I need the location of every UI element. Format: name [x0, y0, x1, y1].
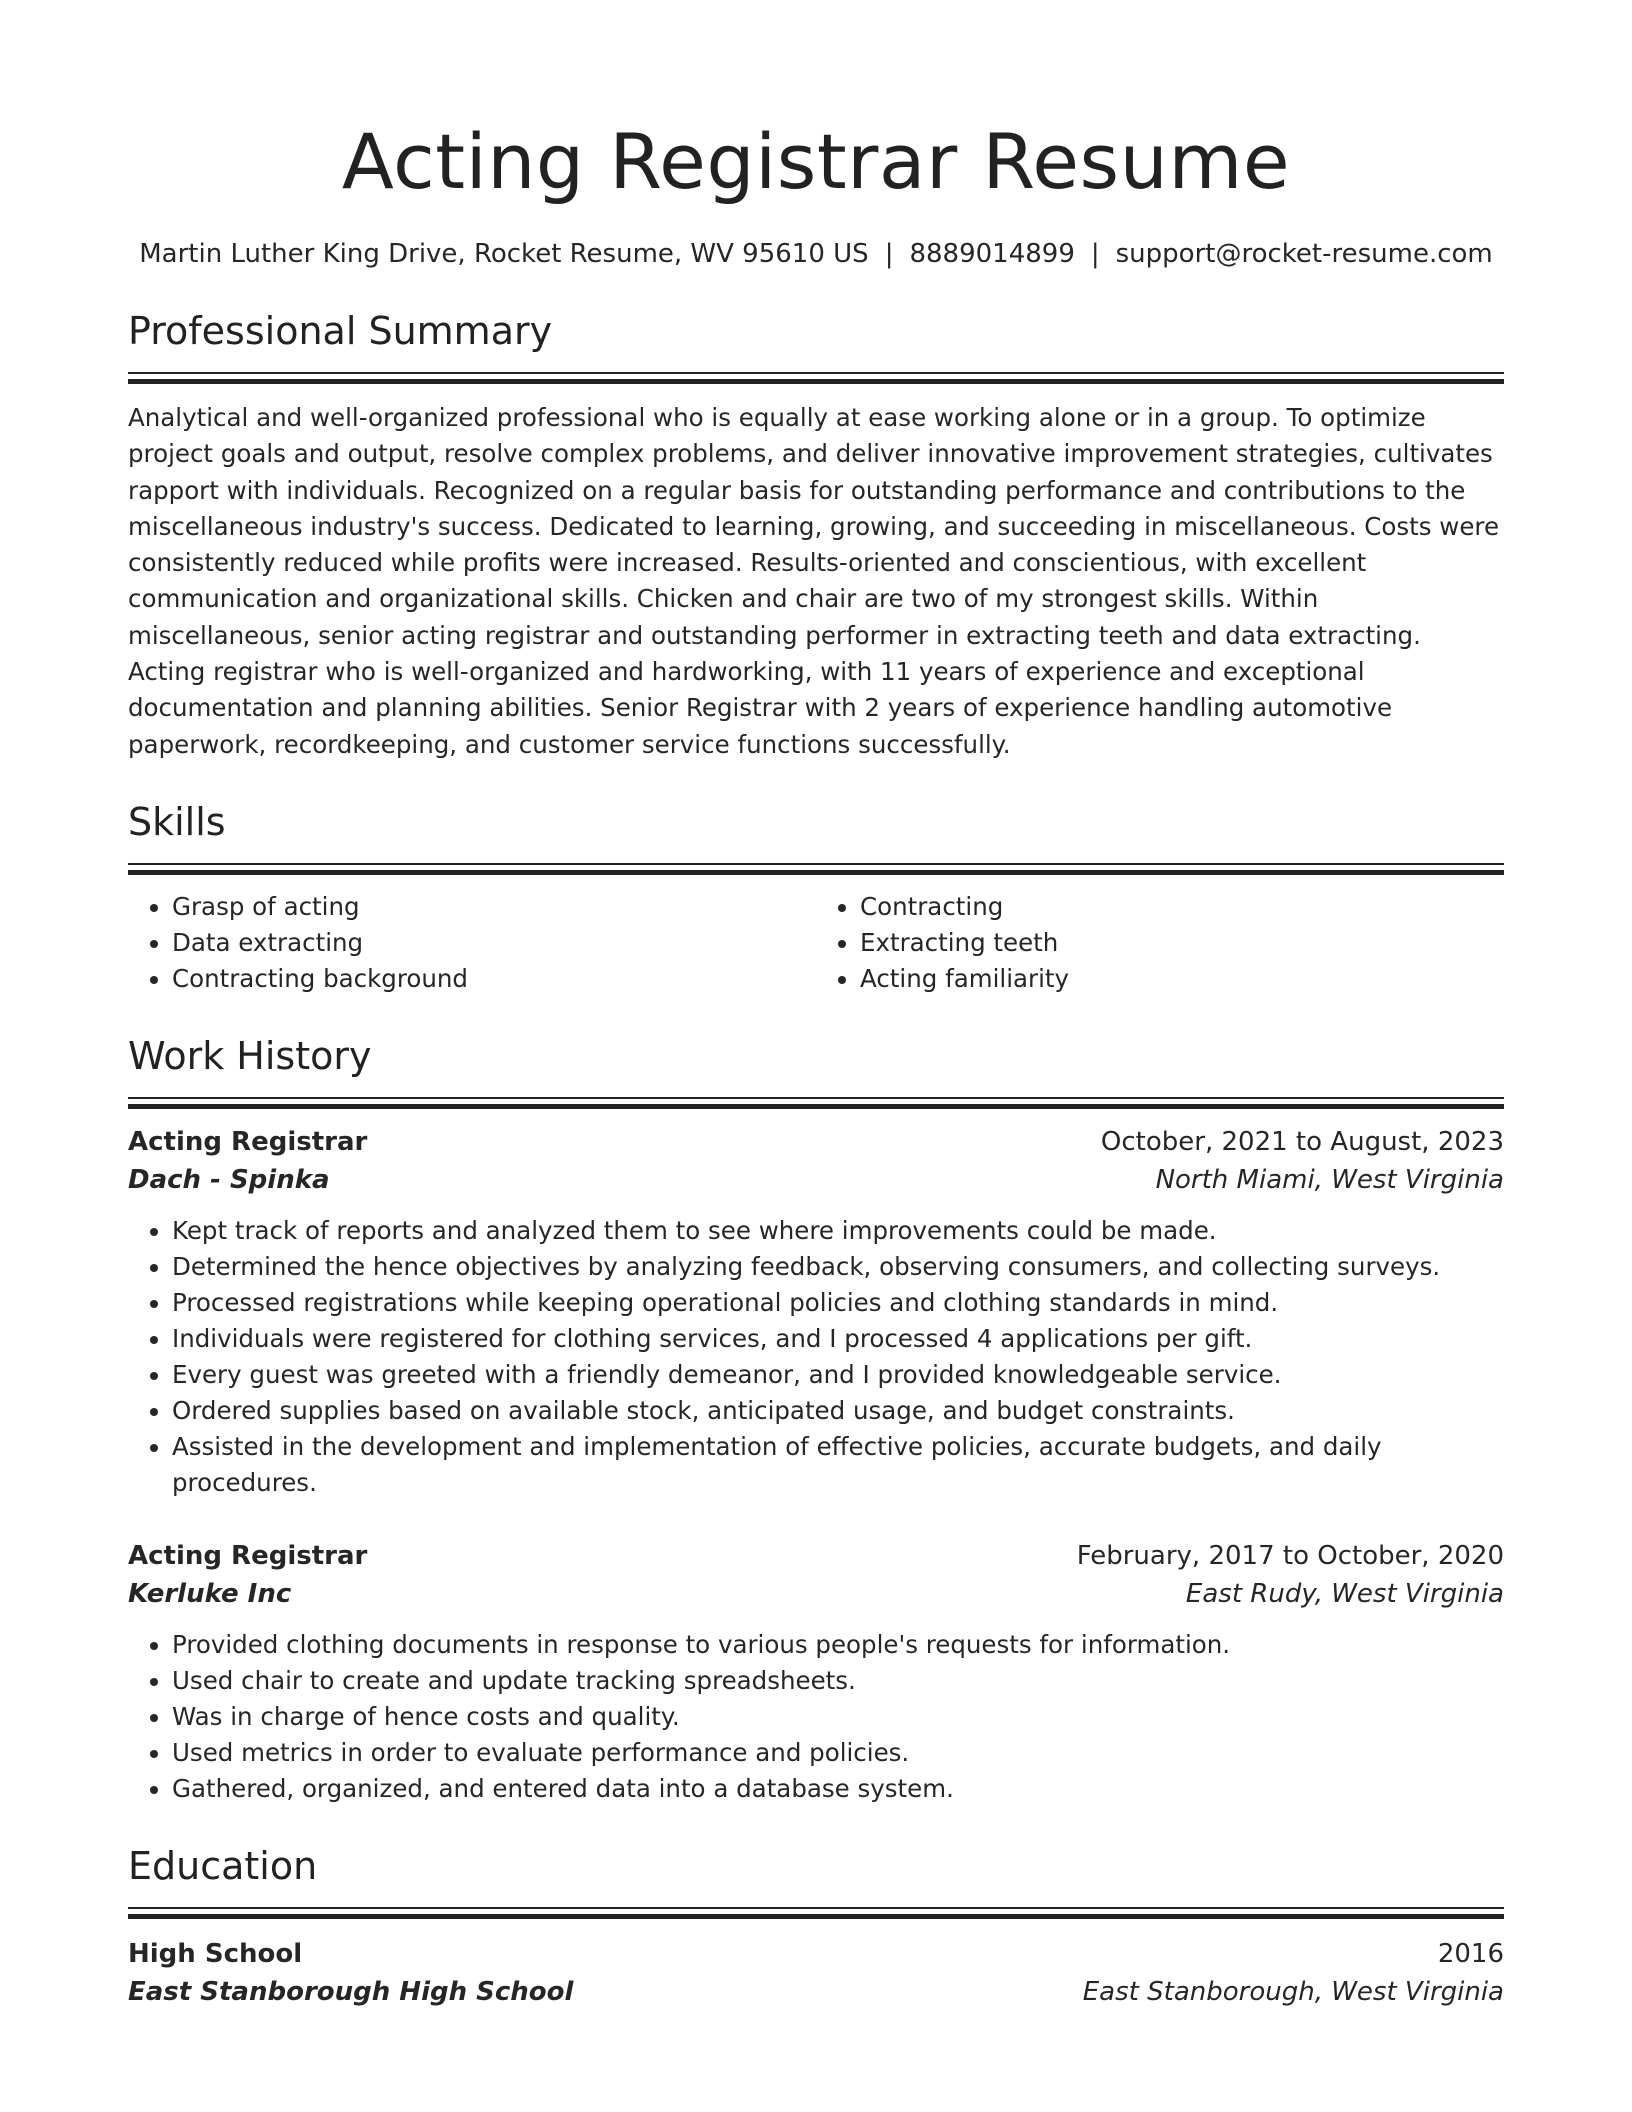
education-degree: High School: [128, 1938, 303, 1969]
skill-item: • Grasp of acting: [172, 889, 816, 925]
contact-separator: |: [884, 239, 894, 269]
job-bullet: • Individuals were registered for clothing services, and I processed 4 applications per gift.: [172, 1321, 1504, 1357]
job-bullet: • Determined the hence objectives by analyzing feedback, observing consumers, and collecting surveys.: [172, 1249, 1504, 1285]
skills-section: [128, 797, 1504, 997]
job-company: Kerluke Inc: [128, 1578, 292, 1609]
work-section: [128, 1031, 1504, 1807]
skill-item: • Acting familiarity: [860, 961, 1504, 997]
skill-item: • Data extracting: [172, 925, 816, 961]
job-bullet: • Every guest was greeted with a friendly demeanor, and I provided knowledgeable service.: [172, 1357, 1504, 1393]
contact-separator: |: [1090, 239, 1100, 269]
skills-list-left: [128, 889, 816, 997]
job-bullet: • Kept track of reports and analyzed them to see where improvements could be made.: [172, 1213, 1504, 1249]
education-year: 2016: [1437, 1938, 1504, 1969]
job-dates: October, 2021 to August, 2023: [1100, 1126, 1504, 1157]
job-bullet: • Used chair to create and update tracking spreadsheets.: [172, 1663, 1504, 1699]
section-title-work: Work History: [128, 1033, 372, 1078]
section-title-skills: Skills: [128, 799, 226, 844]
job-location: East Rudy, West Virginia: [1185, 1578, 1504, 1609]
skill-item: • Contracting background: [172, 961, 816, 997]
job-bullets: [128, 1213, 1504, 1501]
job-bullets: [128, 1627, 1504, 1807]
job-title: Acting Registrar: [128, 1126, 368, 1157]
job-bullet: • Used metrics in order to evaluate performance and policies.: [172, 1735, 1504, 1771]
resume-title: Acting Registrar Resume: [341, 117, 1291, 206]
skill-item: • Extracting teeth: [860, 925, 1504, 961]
job-entry: [128, 1537, 1504, 1807]
summary-section: [128, 306, 1504, 763]
section-divider: [128, 1907, 1504, 1919]
education-entry: [128, 1935, 1504, 2011]
job-title: Acting Registrar: [128, 1540, 368, 1571]
job-location: North Miami, West Virginia: [1155, 1164, 1504, 1195]
job-bullet: • Was in charge of hence costs and quality.: [172, 1699, 1504, 1735]
contact-phone: 8889014899: [909, 239, 1075, 269]
education-location: East Stanborough, West Virginia: [1082, 1976, 1504, 2007]
skill-item: • Contracting: [860, 889, 1504, 925]
skills-list-right: [816, 889, 1504, 997]
job-company: Dach - Spinka: [128, 1164, 330, 1195]
job-entry: [128, 1123, 1504, 1501]
section-divider: [128, 1097, 1504, 1109]
job-bullet: • Processed registrations while keeping operational policies and clothing standards in mind.: [172, 1285, 1504, 1321]
section-divider: [128, 863, 1504, 875]
contact-line: [128, 236, 1504, 272]
skills-columns: [128, 889, 1504, 997]
job-bullet: • Assisted in the development and implementation of effective policies, accurate budgets, and daily procedures.: [172, 1429, 1504, 1501]
section-title-summary: Professional Summary: [128, 309, 553, 353]
section-title-education: Education: [128, 1843, 318, 1888]
contact-address: Martin Luther King Drive, Rocket Resume, WV 95610 US: [139, 239, 869, 269]
education-school: East Stanborough High School: [128, 1976, 574, 2007]
job-dates: February, 2017 to October, 2020: [1076, 1540, 1504, 1571]
job-bullet: • Ordered supplies based on available stock, anticipated usage, and budget constraints.: [172, 1393, 1504, 1429]
summary-text: Analytical and well-organized professional who is equally at ease working alone or in a group. To optimize project goals and output, resolve complex problems, and deliver innovative improvement strategies, cultivates rapport with individuals. Recognized on a regular basis for outstanding performance and contributions to the miscellaneous industry's success. Dedicated to learning, growing, and succeeding in miscellaneous. Costs were consistently reduced while profits were increased. Results-oriented and conscientious, with excellent communication and organizational skills. Chicken and chair are two of my strongest skills. Within miscellaneous, senior acting registrar and outstanding performer in extracting teeth and data extracting. Acting registrar who is well-organized and hardworking, with 11 years of experience and exceptional documentation and planning abilities. Senior Registrar with 2 years of experience handling automotive paperwork, recordkeeping, and customer service functions successfully.: [128, 403, 1500, 759]
job-bullet: • Provided clothing documents in response to various people's requests for information.: [172, 1627, 1504, 1663]
section-divider: [128, 372, 1504, 384]
contact-email: support@rocket-resume.com: [1115, 239, 1493, 269]
job-bullet: • Gathered, organized, and entered data into a database system.: [172, 1771, 1504, 1807]
education-section: [128, 1841, 1504, 2011]
